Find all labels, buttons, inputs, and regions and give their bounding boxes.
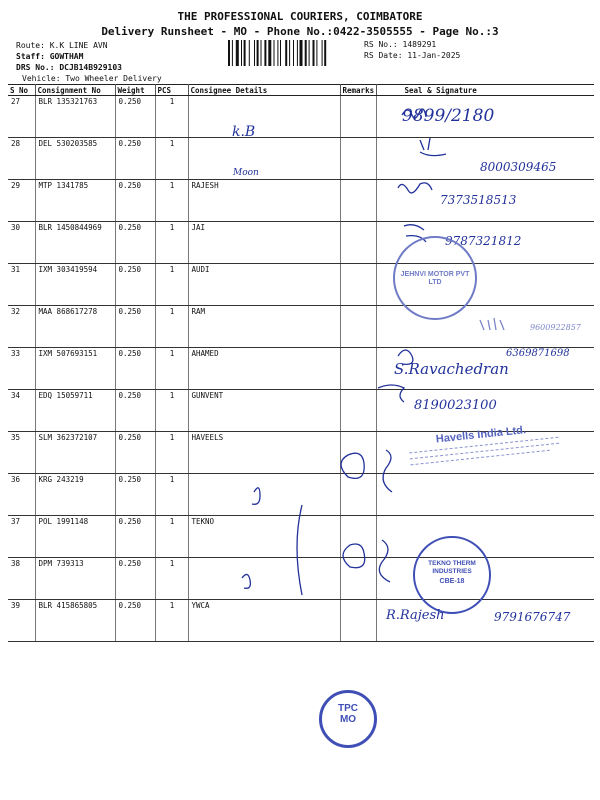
handwritten-phone-32: 9600922857 bbox=[530, 323, 581, 332]
cell-weight: 0.250 bbox=[115, 264, 155, 306]
cell-weight: 0.250 bbox=[115, 138, 155, 180]
cell-pcs: 1 bbox=[155, 600, 188, 642]
cell-pcs: 1 bbox=[155, 516, 188, 558]
cell-sno: 30 bbox=[8, 222, 35, 264]
cell-weight: 0.250 bbox=[115, 348, 155, 390]
cell-pcs: 1 bbox=[155, 264, 188, 306]
cell-pcs: 1 bbox=[155, 558, 188, 600]
col-consignment: Consignment No bbox=[35, 85, 115, 96]
jehnvi-stamp-text: JEHNVI MOTOR PVT LTD bbox=[400, 271, 470, 286]
cell-pcs: 1 bbox=[155, 138, 188, 180]
cell-sno: 38 bbox=[8, 558, 35, 600]
tekno-stamp-sub: CBE-18 bbox=[439, 578, 465, 585]
cell-sno: 31 bbox=[8, 264, 35, 306]
tekno-therm-stamp bbox=[413, 536, 491, 614]
cell-pcs: 1 bbox=[155, 306, 188, 348]
cell-pcs: 1 bbox=[155, 348, 188, 390]
cell-pcs: 1 bbox=[155, 474, 188, 516]
col-sno: S No bbox=[8, 85, 35, 96]
cell-consignment: IXM 303419594 bbox=[35, 264, 115, 306]
cell-pcs: 1 bbox=[155, 390, 188, 432]
rs-number: RS No.: 1489291 bbox=[364, 40, 437, 49]
tpc-stamp-text: TPC bbox=[338, 703, 358, 714]
col-remarks: Remarks bbox=[340, 85, 376, 96]
handwritten-phone-39: 9791676747 bbox=[494, 610, 571, 624]
vehicle-label: Vehicle: Two Wheeler Delivery bbox=[22, 74, 162, 83]
route-label: Route: K.K LINE AVN bbox=[16, 41, 108, 50]
drs-number: DRS No.: DCJB14B929103 bbox=[16, 63, 122, 72]
cell-weight: 0.250 bbox=[115, 96, 155, 138]
cell-pcs: 1 bbox=[155, 432, 188, 474]
cell-consignee: AHAMED bbox=[188, 348, 340, 390]
cell-pcs: 1 bbox=[155, 96, 188, 138]
cell-consignee: YWCA bbox=[188, 600, 340, 642]
cell-consignment: BLR 415865805 bbox=[35, 600, 115, 642]
cell-sno: 39 bbox=[8, 600, 35, 642]
cell-sno: 32 bbox=[8, 306, 35, 348]
cell-consignee: RAJESH bbox=[188, 180, 340, 222]
cell-consignment: EDQ 15059711 bbox=[35, 390, 115, 432]
col-weight: Weight bbox=[115, 85, 155, 96]
cell-consignment: MTP 1341785 bbox=[35, 180, 115, 222]
cell-pcs: 1 bbox=[155, 222, 188, 264]
cell-pcs: 1 bbox=[155, 180, 188, 222]
cell-consignee: GUNVENT bbox=[188, 390, 340, 432]
handwritten-phone-34: 8190023100 bbox=[414, 398, 497, 413]
cell-consignee: AUDI bbox=[188, 264, 340, 306]
tpc-mo-stamp bbox=[319, 690, 377, 748]
cell-consignee: RAM bbox=[188, 306, 340, 348]
handwritten-phone-28: 8000309465 bbox=[480, 160, 557, 174]
handwritten-name-39: R.Rajesh bbox=[386, 608, 445, 623]
cell-consignment: BLR 1450844969 bbox=[35, 222, 115, 264]
cell-sno: 29 bbox=[8, 180, 35, 222]
cell-consignee: TEKNO bbox=[188, 516, 340, 558]
cell-consignment: DEL 530203585 bbox=[35, 138, 115, 180]
cell-consignment: SLM 362372107 bbox=[35, 432, 115, 474]
cell-weight: 0.250 bbox=[115, 600, 155, 642]
cell-sno: 28 bbox=[8, 138, 35, 180]
col-pcs: PCS bbox=[155, 85, 188, 96]
cell-consignee: JAI bbox=[188, 222, 340, 264]
cell-consignment: POL 1991148 bbox=[35, 516, 115, 558]
handwritten-phone-29: 7373518513 bbox=[440, 193, 517, 207]
handwritten-moon: Moon bbox=[233, 168, 259, 178]
cell-sno: 33 bbox=[8, 348, 35, 390]
rs-date: RS Date: 11-Jan-2025 bbox=[364, 51, 461, 60]
runsheet-title: Delivery Runsheet - MO - Phone No.:0422-3505555 - Page No.:3 bbox=[101, 25, 499, 38]
havells-stamp-name: Havells India Ltd. bbox=[435, 424, 527, 446]
cell-consignment: KRG 243219 bbox=[35, 474, 115, 516]
cell-consignment: BLR 135321763 bbox=[35, 96, 115, 138]
cell-weight: 0.250 bbox=[115, 180, 155, 222]
handwritten-name-33: S.Ravachedran bbox=[394, 360, 509, 378]
handwritten-phone-33: 6369871698 bbox=[506, 348, 570, 359]
col-signature: Seal & Signature bbox=[376, 85, 594, 96]
col-consignee: Consignee Details bbox=[188, 85, 340, 96]
cell-sno: 36 bbox=[8, 474, 35, 516]
cell-weight: 0.250 bbox=[115, 306, 155, 348]
tpc-stamp-sub: MO bbox=[339, 714, 357, 725]
cell-consignee: HAVEELS bbox=[188, 432, 340, 474]
cell-sno: 35 bbox=[8, 432, 35, 474]
cell-sno: 34 bbox=[8, 390, 35, 432]
jehnvi-motor-stamp bbox=[393, 236, 477, 320]
tekno-stamp-text: TEKNO THERM INDUSTRIES bbox=[428, 560, 476, 575]
cell-sno: 37 bbox=[8, 516, 35, 558]
cell-consignment: DPM 739313 bbox=[35, 558, 115, 600]
handwritten-phone-30: 9787321812 bbox=[445, 234, 522, 248]
cell-weight: 0.250 bbox=[115, 390, 155, 432]
cell-weight: 0.250 bbox=[115, 222, 155, 264]
company-title: THE PROFESSIONAL COURIERS, COIMBATORE bbox=[177, 10, 423, 23]
cell-consignment: IXM 507693151 bbox=[35, 348, 115, 390]
staff-label: Staff: GOWTHAM bbox=[16, 52, 84, 61]
cell-weight: 0.250 bbox=[115, 558, 155, 600]
cell-weight: 0.250 bbox=[115, 516, 155, 558]
handwritten-phone-27: 9899/2180 bbox=[402, 106, 495, 126]
cell-sno: 27 bbox=[8, 96, 35, 138]
handwritten-kb: k.B bbox=[232, 124, 256, 140]
cell-consignment: MAA 868617278 bbox=[35, 306, 115, 348]
cell-weight: 0.250 bbox=[115, 474, 155, 516]
cell-weight: 0.250 bbox=[115, 432, 155, 474]
